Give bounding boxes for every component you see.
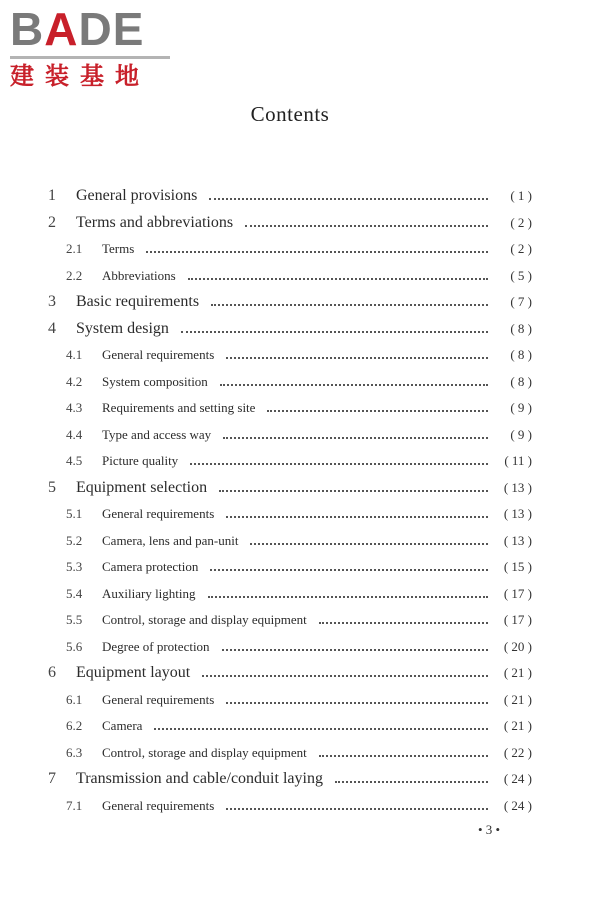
toc-entry-title: Type and access way — [102, 426, 212, 442]
toc-section-entry[interactable] — [46, 634, 532, 661]
dot-leader — [211, 302, 488, 306]
toc-entry-number: 1 — [48, 187, 56, 205]
toc-entry-page: ( 9 ) — [510, 400, 532, 416]
toc-section-entry[interactable] — [46, 740, 532, 767]
dot-leader — [226, 700, 488, 704]
toc-entry-title: General provisions — [76, 187, 198, 205]
toc-entry-title: Picture quality — [102, 453, 179, 469]
table-of-contents — [46, 183, 532, 819]
toc-entry-title: Terms — [102, 241, 135, 257]
toc-section-entry[interactable] — [46, 501, 532, 528]
toc-entry-page: ( 5 ) — [510, 267, 532, 283]
toc-entry-number: 6.3 — [66, 744, 83, 760]
toc-section-entry[interactable] — [46, 607, 532, 634]
dot-leader — [319, 753, 488, 757]
page-title: Contents — [250, 102, 330, 126]
toc-entry-number: 4.4 — [66, 426, 83, 442]
toc-chapter-entry[interactable] — [46, 766, 532, 793]
toc-entry-number: 4.2 — [66, 373, 83, 389]
toc-chapter-entry[interactable] — [46, 210, 532, 237]
toc-entry-page: ( 21 ) — [503, 691, 532, 707]
dot-leader — [154, 726, 488, 730]
bade-logo — [10, 3, 180, 90]
toc-entry-page: ( 8 ) — [510, 320, 532, 336]
toc-entry-title: General requirements — [102, 347, 215, 363]
dot-leader — [181, 329, 488, 333]
toc-entry-page: ( 13 ) — [503, 479, 532, 495]
toc-entry-page: ( 7 ) — [510, 294, 532, 310]
dot-leader — [222, 647, 488, 651]
toc-section-entry[interactable] — [46, 528, 532, 555]
toc-entry-title: Control, storage and display equipment — [102, 612, 307, 628]
toc-entry-title: Camera, lens and pan-unit — [102, 532, 239, 548]
toc-entry-number: 5.2 — [66, 532, 83, 548]
dot-leader — [226, 806, 488, 810]
toc-entry-page: ( 17 ) — [503, 612, 532, 628]
logo-wordmark: BADE — [10, 3, 145, 55]
toc-entry-title: Control, storage and display equipment — [102, 744, 307, 760]
dot-leader — [223, 435, 488, 439]
toc-section-entry[interactable] — [46, 554, 532, 581]
toc-entry-page: ( 24 ) — [503, 797, 532, 813]
dot-leader — [226, 355, 488, 359]
page-number: • 3 • — [478, 822, 501, 837]
toc-section-entry[interactable] — [46, 342, 532, 369]
toc-entry-title: General requirements — [102, 506, 215, 522]
toc-entry-title: General requirements — [102, 691, 215, 707]
toc-entry-page: ( 22 ) — [503, 744, 532, 760]
dot-leader — [208, 594, 488, 598]
toc-chapter-entry[interactable] — [46, 475, 532, 502]
toc-entry-title: Equipment selection — [76, 478, 208, 496]
toc-entry-number: 4.5 — [66, 453, 83, 469]
dot-leader — [209, 196, 488, 200]
toc-entry-number: 4.3 — [66, 400, 83, 416]
toc-entry-number: 5.5 — [66, 612, 83, 628]
toc-entry-page: ( 11 ) — [504, 453, 532, 469]
toc-section-entry[interactable] — [46, 713, 532, 740]
toc-entry-title: Auxiliary lighting — [102, 585, 196, 601]
toc-entry-page: ( 8 ) — [510, 373, 532, 389]
toc-entry-number: 5.1 — [66, 506, 83, 522]
toc-entry-title: Degree of protection — [102, 638, 210, 654]
dot-leader — [220, 382, 488, 386]
toc-section-entry[interactable] — [46, 236, 532, 263]
dot-leader — [219, 488, 488, 492]
toc-section-entry[interactable] — [46, 687, 532, 714]
toc-entry-number: 4 — [48, 319, 56, 337]
dot-leader — [226, 514, 488, 518]
toc-entry-page: ( 21 ) — [503, 718, 532, 734]
toc-section-entry[interactable] — [46, 263, 532, 290]
toc-entry-page: ( 21 ) — [503, 665, 532, 681]
toc-entry-number: 4.1 — [66, 347, 83, 363]
toc-chapter-entry[interactable] — [46, 660, 532, 687]
toc-entry-title: Transmission and cable/conduit laying — [76, 770, 323, 788]
toc-entry-page: ( 13 ) — [503, 532, 532, 548]
toc-section-entry[interactable] — [46, 369, 532, 396]
toc-section-entry[interactable] — [46, 793, 532, 820]
dot-leader — [210, 567, 488, 571]
dot-leader — [250, 541, 488, 545]
toc-entry-page: ( 24 ) — [503, 771, 532, 787]
toc-entry-number: 6 — [48, 664, 56, 682]
toc-entry-page: ( 20 ) — [503, 638, 532, 654]
toc-entry-page: ( 13 ) — [503, 506, 532, 522]
dot-leader — [245, 223, 488, 227]
toc-entry-number: 5.6 — [66, 638, 83, 654]
toc-entry-title: System design — [76, 319, 169, 337]
toc-entry-number: 3 — [48, 293, 56, 311]
toc-section-entry[interactable] — [46, 448, 532, 475]
toc-entry-page: ( 17 ) — [503, 585, 532, 601]
toc-entry-page: ( 1 ) — [510, 188, 532, 204]
toc-entry-number: 6.2 — [66, 718, 83, 734]
toc-entry-number: 5.4 — [66, 585, 83, 601]
toc-chapter-entry[interactable] — [46, 316, 532, 343]
dot-leader — [202, 673, 488, 677]
toc-entry-number: 6.1 — [66, 691, 83, 707]
toc-entry-page: ( 2 ) — [510, 241, 532, 257]
toc-entry-page: ( 2 ) — [510, 214, 532, 230]
toc-entry-title: General requirements — [102, 797, 215, 813]
toc-entry-page: ( 9 ) — [510, 426, 532, 442]
toc-entry-number: 7 — [48, 770, 56, 788]
toc-entry-number: 7.1 — [66, 797, 83, 813]
toc-entry-number: 2.2 — [66, 267, 83, 283]
toc-chapter-entry[interactable] — [46, 289, 532, 316]
toc-entry-title: Camera — [102, 718, 143, 734]
toc-entry-page: ( 15 ) — [503, 559, 532, 575]
toc-entry-title: System composition — [102, 373, 208, 389]
toc-section-entry[interactable] — [46, 395, 532, 422]
toc-entry-title: Requirements and setting site — [102, 400, 256, 416]
toc-chapter-entry[interactable] — [46, 183, 532, 210]
dot-leader — [335, 779, 488, 783]
dot-leader — [188, 276, 488, 280]
toc-entry-title: Abbreviations — [102, 267, 176, 283]
dot-leader — [267, 408, 488, 412]
toc-entry-page: ( 8 ) — [510, 347, 532, 363]
dot-leader — [146, 249, 488, 253]
toc-entry-number: 2.1 — [66, 241, 83, 257]
toc-entry-title: Basic requirements — [76, 293, 200, 311]
toc-section-entry[interactable] — [46, 422, 532, 449]
toc-entry-number: 5.3 — [66, 559, 83, 575]
toc-entry-number: 2 — [48, 213, 56, 231]
toc-entry-title: Camera protection — [102, 559, 199, 575]
toc-entry-number: 5 — [48, 478, 56, 496]
logo-subtitle: 建装基地 — [10, 62, 150, 90]
dot-leader — [319, 620, 488, 624]
toc-entry-title: Equipment layout — [76, 664, 191, 682]
toc-entry-title: Terms and abbreviations — [76, 213, 234, 231]
logo-divider — [10, 56, 170, 59]
dot-leader — [190, 461, 488, 465]
toc-section-entry[interactable] — [46, 581, 532, 608]
